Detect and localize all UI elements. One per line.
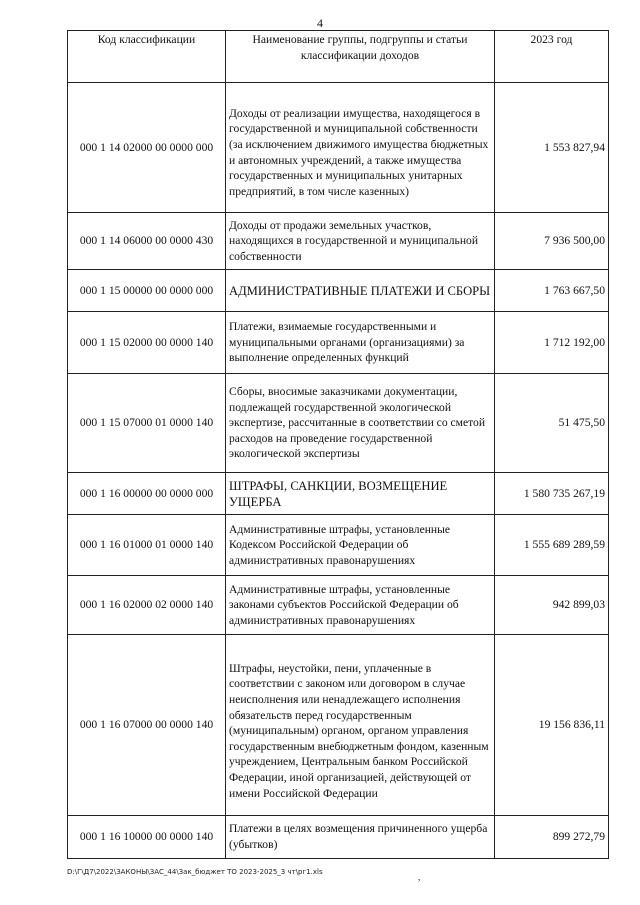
table-row [68, 270, 609, 312]
row-code: 000 1 15 00000 00 0000 000 [68, 270, 226, 312]
row-name: Доходы от реализации имущества, находящегося в государственной и муниципальной собственности (за исключением движимого имущества бюджетных и автономных учреждений, а также имущества государственных и муниципальных унитарных предприятий, в том числе казенных) [226, 83, 495, 213]
row-name: Доходы от продажи земельных участков, находящихся в государственной и муниципальной собственности [226, 213, 495, 270]
row-code: 000 1 16 10000 00 0000 140 [68, 816, 226, 859]
row-code: 000 1 16 01000 01 0000 140 [68, 515, 226, 576]
row-code: 000 1 16 00000 00 0000 000 [68, 473, 226, 515]
row-code: 000 1 16 07000 00 0000 140 [68, 635, 226, 816]
row-name: Платежи, взимаемые государственными и муниципальными органами (организациями) за выполнение определенных функций [226, 312, 495, 374]
table-row [68, 213, 609, 270]
row-code: 000 1 15 02000 00 0000 140 [68, 312, 226, 374]
row-name: Платежи в целях возмещения причиненного ущерба (убытков) [226, 816, 495, 859]
row-code: 000 1 14 02000 00 0000 000 [68, 83, 226, 213]
table-row [68, 374, 609, 473]
row-name: Штрафы, неустойки, пени, уплаченные в соответствии с законом или договором в случае неисполнения или ненадлежащего исполнения обязательств перед государственным (муниципальным) органом, органом управления государственным внебюджетным фондом, казенным учреждением, Центральным банком Российской Федерации, иной организацией, действующей от имени Российской Федерации [226, 635, 495, 816]
row-code: 000 1 14 06000 00 0000 430 [68, 213, 226, 270]
header-code: Код классификации [68, 31, 226, 83]
table-row [68, 312, 609, 374]
row-name: Административные штрафы, установленные законами субъектов Российской Федерации об административных правонарушениях [226, 576, 495, 635]
header-name: Наименование группы, подгруппы и статьи классификации доходов [226, 31, 495, 83]
page-number: 4 [317, 16, 323, 30]
row-amount: 899 272,79 [495, 816, 609, 859]
file-path-footer: D:\Г\Д7\2022\ЗАКОНЫ\ЗАС_44\Зак_бюджет ТО 2023-2025_3 чт\рг1.xls [67, 868, 323, 876]
table-row [68, 515, 609, 576]
row-code: 000 1 15 07000 01 0000 140 [68, 374, 226, 473]
row-amount: 51 475,50 [495, 374, 609, 473]
row-amount: 19 156 836,11 [495, 635, 609, 816]
table-row [68, 816, 609, 859]
row-amount: 1 555 689 289,59 [495, 515, 609, 576]
row-name: АДМИНИСТРАТИВНЫЕ ПЛАТЕЖИ И СБОРЫ [226, 270, 495, 312]
table-header-row [68, 31, 609, 83]
row-name: ШТРАФЫ, САНКЦИИ, ВОЗМЕЩЕНИЕ УЩЕРБА [226, 473, 495, 515]
table-row [68, 473, 609, 515]
income-classification-table [67, 30, 609, 859]
table-row [68, 576, 609, 635]
row-name: Административные штрафы, установленные Кодексом Российской Федерации об административных правонарушениях [226, 515, 495, 576]
row-name: Сборы, вносимые заказчиками документации, подлежащей государственной экологической экспертизе, рассчитанные в соответствии со сметой расходов на проведение государственной экологической экспертизы [226, 374, 495, 473]
header-year: 2023 год [495, 31, 609, 83]
row-code: 000 1 16 02000 02 0000 140 [68, 576, 226, 635]
row-amount: 7 936 500,00 [495, 213, 609, 270]
pen-mark: , [418, 872, 421, 882]
table-row [68, 83, 609, 213]
row-amount: 1 580 735 267,19 [495, 473, 609, 515]
row-amount: 1 712 192,00 [495, 312, 609, 374]
row-amount: 1 553 827,94 [495, 83, 609, 213]
row-amount: 942 899,03 [495, 576, 609, 635]
row-amount: 1 763 667,50 [495, 270, 609, 312]
table-row [68, 635, 609, 816]
